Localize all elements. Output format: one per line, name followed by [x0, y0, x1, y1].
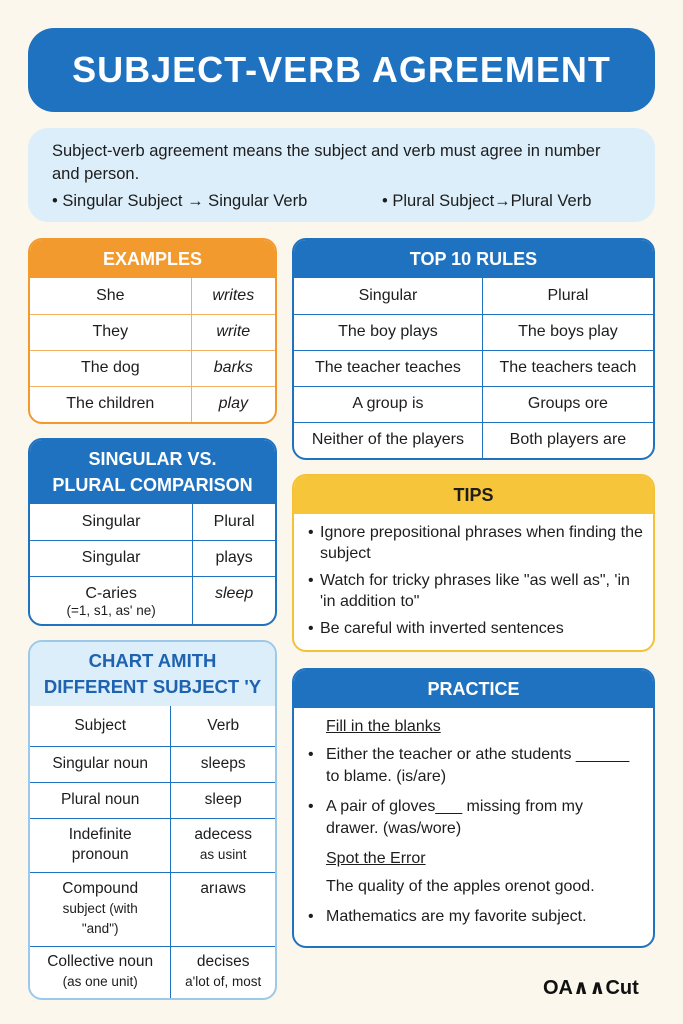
page-title: SUBJECT-VERB AGREEMENT: [72, 49, 611, 90]
table-row: [30, 872, 275, 946]
rules-cell: The boy plays: [294, 314, 482, 350]
example-verb: play: [218, 395, 248, 413]
rules-cell: Singular: [294, 278, 482, 314]
chart-cell-line: Compound: [62, 880, 139, 897]
practice-question: Either the teacher or athe students ______ to blame. (is/are): [326, 746, 630, 785]
table-row: [30, 746, 275, 782]
practice-sentence: Mathematics are my favorite subject.: [326, 908, 587, 925]
chart-cell: [171, 946, 275, 998]
list-item: • Watch for tricky phrases like "as well as", 'in 'in addition to": [308, 570, 643, 612]
table-row: [294, 386, 653, 422]
chart-cell-line: pronoun: [71, 846, 129, 863]
comparison-cell: Singular: [30, 540, 193, 576]
chart-cell: [171, 818, 275, 872]
list-item: [308, 796, 639, 840]
tips-heading: TIPS: [294, 476, 653, 514]
comparison-cell: Plural: [193, 504, 275, 540]
list-item: • Be careful with inverted sentences: [308, 618, 643, 639]
chart-cell: Singular noun: [30, 746, 171, 782]
chart-cell-line: "and"): [81, 921, 119, 936]
table-row: [294, 422, 653, 458]
list-item: [308, 744, 639, 788]
chart-card: [28, 640, 277, 1000]
brand-logo: OA∧∧Cut: [543, 977, 639, 999]
table-row: [30, 314, 275, 350]
chart-cell: sleeps: [171, 746, 275, 782]
example-verb: write: [191, 314, 275, 350]
intro-text: Subject-verb agreement means the subject and verb must agree in number and person.: [52, 142, 601, 183]
comparison-cell: plays: [193, 540, 275, 576]
spot-error-title: Spot the Error: [326, 850, 426, 867]
rules-table: [294, 278, 653, 458]
rules-cell: Plural: [482, 278, 653, 314]
table-row: [30, 946, 275, 998]
examples-table: [30, 278, 275, 422]
chart-cell-line: as usint: [199, 847, 247, 862]
table-row: [294, 278, 653, 314]
chart-table: [30, 706, 275, 998]
rules-heading: TOP 10 RULES: [294, 240, 653, 278]
chart-heading-line2: DIFFERENT SUBJECT 'Y: [43, 676, 262, 697]
intro-point-plural: • Plural Subject→Plural Verb: [382, 192, 592, 210]
practice-heading: PRACTICE: [294, 670, 653, 708]
examples-heading: EXAMPLES: [30, 240, 275, 278]
rules-card: [292, 238, 655, 460]
chart-cell: Verb: [171, 706, 275, 746]
list-item: [308, 906, 639, 928]
chart-cell-line: decises: [196, 953, 250, 971]
rules-cell: [482, 422, 653, 458]
table-row: [30, 576, 275, 626]
comparison-heading: [30, 440, 275, 504]
rules-cell-text: Both players are: [509, 431, 627, 449]
table-row: [294, 314, 653, 350]
example-subject: She: [30, 278, 191, 314]
chart-cell-line: subject (with: [62, 901, 138, 916]
comparison-heading-line1: SINGULAR VS.: [88, 449, 217, 469]
table-row: [30, 818, 275, 872]
rules-cell: A group is: [294, 386, 482, 422]
title-banner: [28, 28, 655, 112]
fill-blanks-title: Fill in the blanks: [326, 718, 441, 735]
chart-cell: Plural noun: [30, 782, 171, 818]
chart-cell-line: adecess: [194, 826, 253, 843]
chart-cell-line: a'lot of, most: [185, 974, 262, 990]
intro-points: [52, 190, 631, 213]
intro-box: [28, 128, 655, 222]
comparison-heading-line2: PLURAL COMPARISON: [52, 475, 253, 495]
rules-cell: The teacher teaches: [294, 350, 482, 386]
tips-card: [292, 474, 655, 652]
chart-cell-line: Collective noun: [47, 953, 154, 971]
chart-heading: [30, 642, 275, 706]
chart-cell: arıaws: [171, 872, 275, 946]
chart-cell-line: Indefinite: [68, 826, 132, 843]
bullet-icon: •: [308, 908, 314, 925]
comparison-cell-sub: (=1, s1, as' ne): [66, 602, 156, 618]
tips-list: [294, 514, 653, 639]
chart-cell: [30, 872, 171, 946]
rules-cell: The boys play: [482, 314, 653, 350]
list-item: • Ignore prepositional phrases when finding the subject: [308, 522, 643, 564]
example-subject: They: [30, 314, 191, 350]
practice-sentence: The quality of the apples orenot good.: [326, 878, 595, 895]
rules-cell: The teachers teach: [482, 350, 653, 386]
chart-cell: [30, 818, 171, 872]
chart-heading-line1: CHART AMITH: [88, 650, 217, 671]
example-verb: barks: [191, 350, 275, 386]
table-row: [30, 706, 275, 746]
comparison-cell: sleep: [214, 584, 254, 602]
table-row: [30, 504, 275, 540]
table-row: [30, 386, 275, 422]
table-row: [30, 540, 275, 576]
table-row: [30, 782, 275, 818]
chart-cell-line: (as one unit): [62, 974, 138, 990]
practice-body: [294, 708, 653, 928]
chart-cell: sleep: [171, 782, 275, 818]
comparison-card: [28, 438, 277, 626]
comparison-cell: [30, 576, 193, 626]
bullet-icon: •: [308, 746, 314, 763]
table-row: [30, 350, 275, 386]
comparison-cell-main: C-aries: [85, 584, 137, 602]
rules-cell: Groups ore: [482, 386, 653, 422]
chart-cell: [30, 946, 171, 998]
comparison-table: [30, 504, 275, 626]
example-subject: The children: [30, 386, 191, 422]
intro-point-singular: • Singular Subject → Singular Verb: [52, 192, 308, 210]
table-row: [30, 278, 275, 314]
practice-question: A pair of gloves___ missing from my drawer. (was/wore): [326, 798, 583, 837]
rules-cell: Neither of the players: [294, 422, 482, 458]
example-verb: writes: [191, 278, 275, 314]
bullet-icon: •: [308, 798, 314, 815]
examples-card: [28, 238, 277, 424]
table-row: [294, 350, 653, 386]
comparison-cell: Singular: [30, 504, 193, 540]
example-subject: The dog: [30, 350, 191, 386]
chart-cell: Subject: [30, 706, 171, 746]
practice-card: [292, 668, 655, 948]
